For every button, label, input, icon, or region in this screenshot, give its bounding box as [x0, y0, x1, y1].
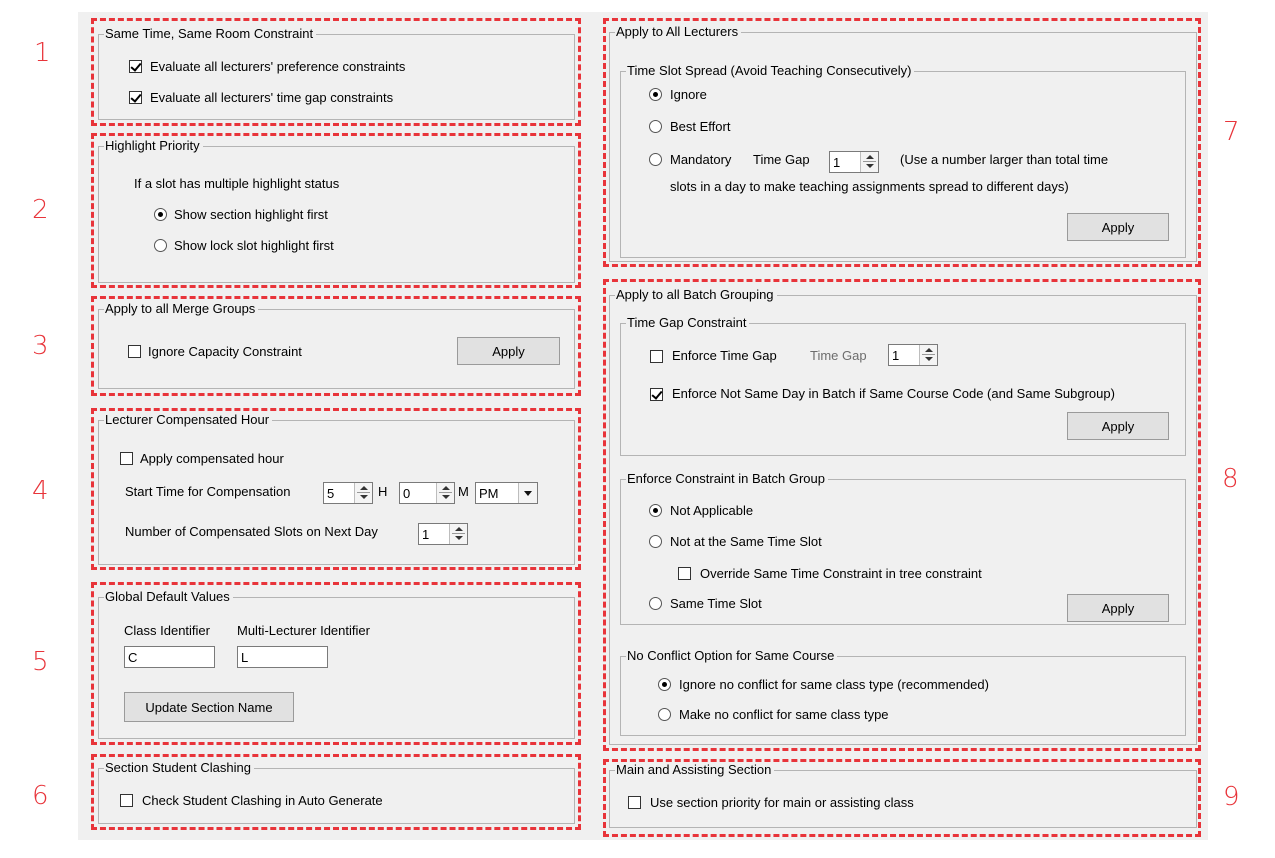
- class-identifier-input[interactable]: C: [124, 646, 215, 668]
- group-title: Main and Assisting Section: [615, 762, 774, 778]
- multi-lecturer-identifier-input[interactable]: L: [237, 646, 328, 668]
- h-label: H: [378, 484, 388, 499]
- highlight-box-4: [91, 408, 581, 570]
- marker-8: 8: [1222, 464, 1239, 494]
- comp-slots-stepper[interactable]: 1: [418, 523, 468, 545]
- highlight-box-9: [603, 759, 1201, 837]
- spread-hint-line2: slots in a day to make teaching assignments spread to different days): [670, 179, 1069, 194]
- group-title: Enforce Constraint in Batch Group: [626, 471, 828, 487]
- marker-9: 9: [1223, 782, 1240, 812]
- spread-time-gap-stepper[interactable]: 1: [829, 151, 879, 173]
- highlight-box-3: [91, 296, 581, 396]
- eval-pref-label: Evaluate all lecturers' preference constraints: [150, 59, 406, 74]
- hour-stepper[interactable]: 5: [323, 482, 373, 504]
- group-title: Time Gap Constraint: [626, 315, 749, 331]
- group-title: Apply to all Batch Grouping: [615, 287, 777, 303]
- update-section-name-button[interactable]: Update Section Name: [124, 692, 294, 722]
- group-title: Highlight Priority: [104, 138, 203, 154]
- batch-time-gap-stepper[interactable]: 1: [888, 344, 938, 366]
- show-section-label: Show section highlight first: [174, 207, 328, 222]
- highlight-box-5: [91, 582, 581, 745]
- spread-best-effort-label: Best Effort: [670, 119, 731, 134]
- spread-ignore-label: Ignore: [670, 87, 707, 102]
- group-title: Apply to All Lecturers: [615, 24, 741, 40]
- marker-4: 4: [32, 476, 49, 506]
- highlight-box-7: [603, 18, 1201, 267]
- batch-time-gap-label: Time Gap: [810, 348, 867, 363]
- enforce-apply-button[interactable]: Apply: [1067, 594, 1169, 622]
- override-same-time-label: Override Same Time Constraint in tree constraint: [700, 566, 982, 581]
- eval-gap-label: Evaluate all lecturers' time gap constraints: [150, 90, 394, 105]
- marker-5: 5: [32, 647, 49, 677]
- highlight-box-8: [603, 279, 1201, 751]
- nc-make-label: Make no conflict for same class type: [679, 707, 889, 722]
- marker-3: 3: [32, 331, 49, 361]
- highlight-box-6: [91, 754, 581, 830]
- use-priority-label: Use section priority for main or assisting class: [650, 795, 914, 810]
- ampm-select[interactable]: PM: [475, 482, 538, 504]
- group-title: Section Student Clashing: [104, 760, 254, 776]
- comp-slots-label: Number of Compensated Slots on Next Day: [125, 524, 378, 539]
- same-time-slot-label: Same Time Slot: [670, 596, 762, 611]
- minute-stepper[interactable]: 0: [399, 482, 455, 504]
- ignore-capacity-label: Ignore Capacity Constraint: [148, 344, 302, 359]
- nc-ignore-label: Ignore no conflict for same class type (recommended): [679, 677, 989, 692]
- not-same-slot-label: Not at the Same Time Slot: [670, 534, 822, 549]
- class-identifier-label: Class Identifier: [124, 623, 210, 638]
- group-title: No Conflict Option for Same Course: [626, 648, 837, 664]
- lecturers-apply-button[interactable]: Apply: [1067, 213, 1169, 241]
- highlight-desc: If a slot has multiple highlight status: [134, 176, 340, 191]
- marker-7: 7: [1223, 117, 1240, 147]
- spread-hint-line1: (Use a number larger than total time: [900, 152, 1109, 167]
- merge-apply-button[interactable]: Apply: [457, 337, 560, 365]
- marker-2: 2: [32, 195, 49, 225]
- group-title: Apply to all Merge Groups: [104, 301, 258, 317]
- time-gap-apply-button[interactable]: Apply: [1067, 412, 1169, 440]
- group-title: Lecturer Compensated Hour: [104, 412, 272, 428]
- start-time-label: Start Time for Compensation: [125, 484, 291, 499]
- apply-comp-label: Apply compensated hour: [140, 451, 284, 466]
- student-clashing-label: Check Student Clashing in Auto Generate: [142, 793, 383, 808]
- multi-lecturer-identifier-label: Multi-Lecturer Identifier: [237, 623, 370, 638]
- group-title: Same Time, Same Room Constraint: [104, 26, 316, 42]
- highlight-box-1: [91, 18, 581, 126]
- spread-mandatory-label: Mandatory: [670, 152, 732, 167]
- enforce-time-gap-label: Enforce Time Gap: [672, 348, 777, 363]
- highlight-box-2: [91, 133, 581, 288]
- marker-6: 6: [32, 781, 49, 811]
- spread-time-gap-label: Time Gap: [753, 152, 810, 167]
- not-applicable-label: Not Applicable: [670, 503, 754, 518]
- not-same-day-label: Enforce Not Same Day in Batch if Same Course Code (and Same Subgroup): [672, 386, 1115, 401]
- group-title: Time Slot Spread (Avoid Teaching Consecutively): [626, 63, 914, 79]
- m-label: M: [458, 484, 469, 499]
- show-lock-label: Show lock slot highlight first: [174, 238, 334, 253]
- marker-1: 1: [34, 38, 51, 68]
- group-title: Global Default Values: [104, 589, 233, 605]
